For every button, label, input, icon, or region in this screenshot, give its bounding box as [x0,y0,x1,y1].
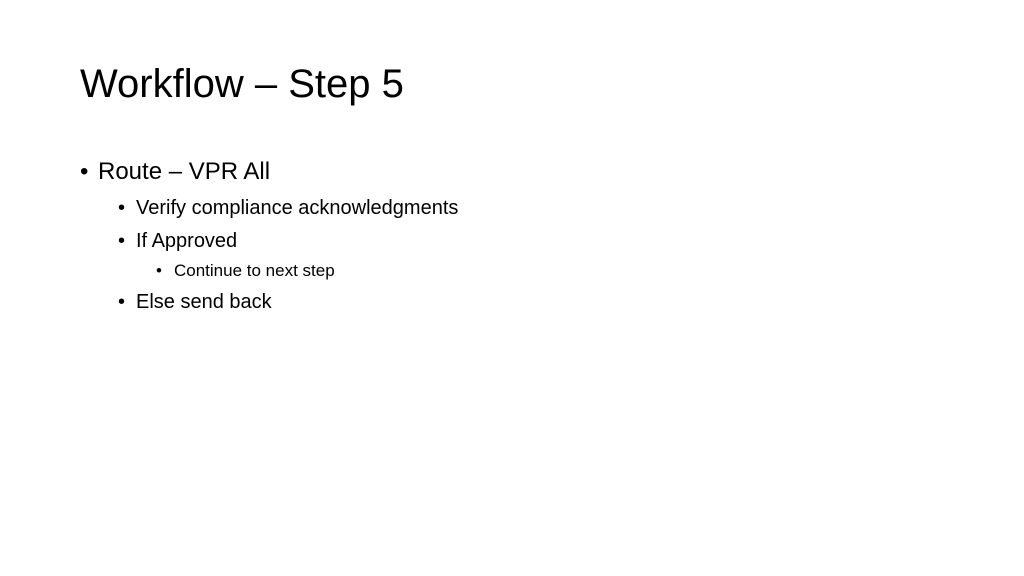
bullet-text: Route – VPR All [98,158,271,185]
bullet-text: If Approved [136,230,238,252]
bullet-icon: • [80,158,89,185]
bullet-text: Continue to next step [174,261,335,280]
bullet-icon: • [118,230,126,252]
bullet-icon: • [156,261,162,280]
slide-title: Workflow – Step 5 [80,62,404,106]
bullet-icon: • [118,197,126,219]
bullet-text: Else send back [136,291,272,313]
bullet-text: Verify compliance acknowledgments [136,197,459,219]
bullet-icon: • [118,291,126,313]
